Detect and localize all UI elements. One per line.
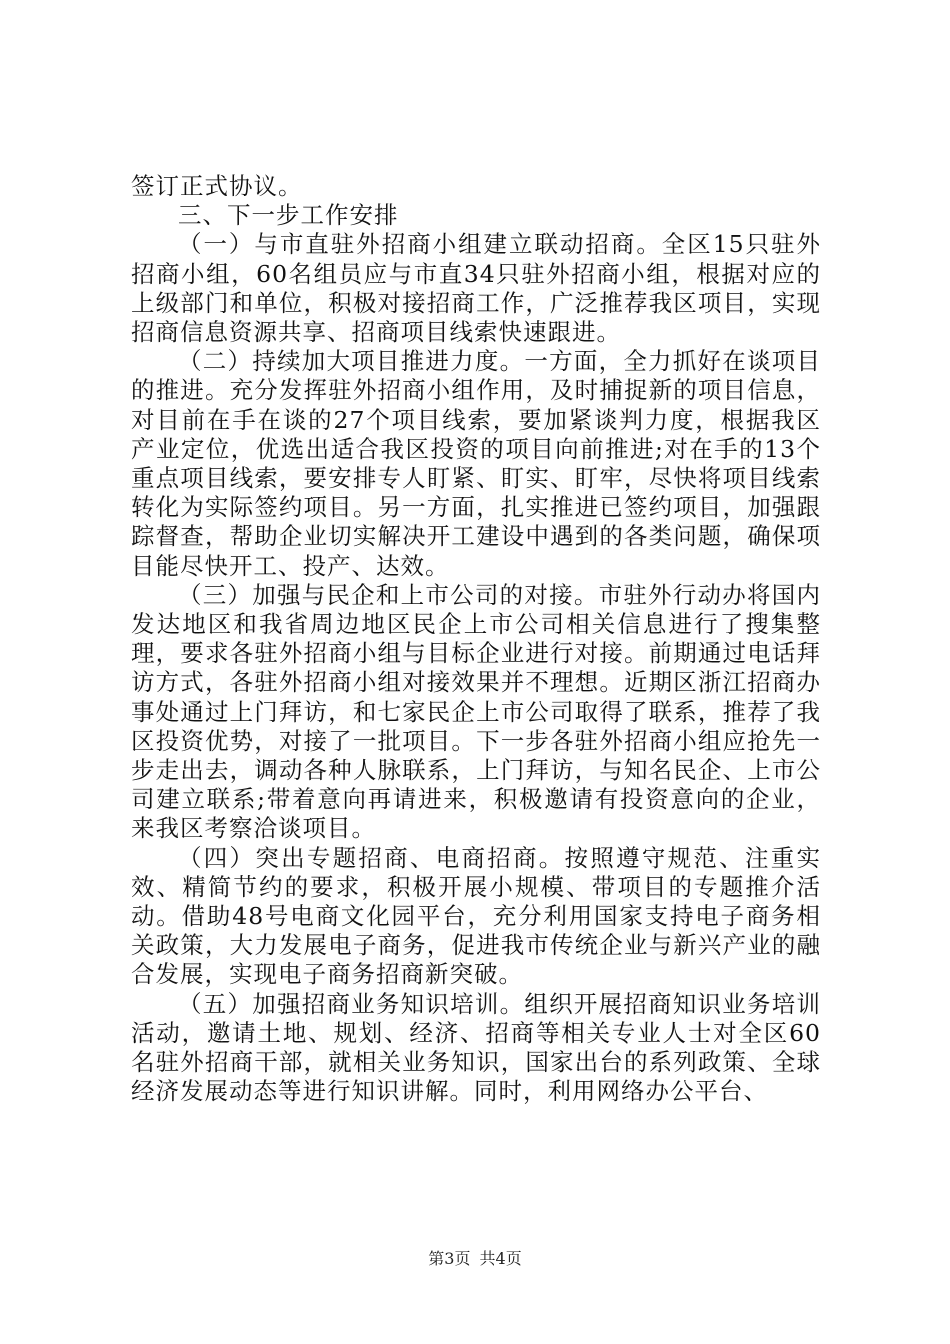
paragraph-continuation: 签订正式协议。 [131, 172, 303, 200]
paragraph-item-2: （二）持续加大项目推进力度。一方面，全力抓好在谈项目的推进。充分发挥驻外招商小组作用，及时捕捉新的项目信息，对目前在手在谈的27个项目线索，要加紧谈判力度，根据我区产业定位，优选出适合我区投资的项目向前推进;对在手的13个重点项目线索，要安排专人盯紧、盯实、盯牢，尽快将项目线索转化为实际签约项目。另一方面，扎实推进已签约项目，加强跟踪督查，帮助企业切实解决开工建设中遇到的各类问题，确保项目能尽快开工、投产、达效。 [131, 347, 821, 580]
page-footer [0, 1246, 950, 1269]
section-heading: 三、下一步工作安排 [178, 201, 399, 230]
page-number: 第3页 [428, 1249, 471, 1268]
paragraph-item-1: （一）与市直驻外招商小组建立联动招商。全区15只驻外招商小组，60名组员应与市直34只驻外招商小组，根据对应的上级部门和单位，积极对接招商工作，广泛推荐我区项目，实现招商信息资源共享、招商项目线索快速跟进。 [131, 230, 821, 347]
document-body [131, 172, 821, 1107]
page-total: 共4页 [479, 1249, 522, 1268]
paragraph-item-5: （五）加强招商业务知识培训。组织开展招商知识业务培训活动，邀请土地、规划、经济、招商等相关专业人士对全区60名驻外招商干部，就相关业务知识，国家出台的系列政策、全球经济发展动态等进行知识讲解。同时，利用网络办公平台、 [131, 989, 821, 1106]
paragraph-item-4: （四）突出专题招商、电商招商。按照遵守规范、注重实效、精简节约的要求，积极开展小规模、带项目的专题推介活动。借助48号电商文化园平台，充分利用国家支持电子商务相关政策，大力发展电子商务，促进我市传统企业与新兴产业的融合发展，实现电子商务招商新突破。 [131, 843, 821, 989]
paragraph-item-3: （三）加强与民企和上市公司的对接。市驻外行动办将国内发达地区和我省周边地区民企上市公司相关信息进行了搜集整理，要求各驻外招商小组与目标企业进行对接。前期通过电话拜访方式，各驻外招商小组对接效果并不理想。近期区浙江招商办事处通过上门拜访，和七家民企上市公司取得了联系，推荐了我区投资优势，对接了一批项目。下一步各驻外招商小组应抢先一步走出去，调动各种人脉联系，上门拜访，与知名民企、上市公司建立联系;带着意向再请进来，积极邀请有投资意向的企业，来我区考察洽谈项目。 [131, 580, 821, 843]
